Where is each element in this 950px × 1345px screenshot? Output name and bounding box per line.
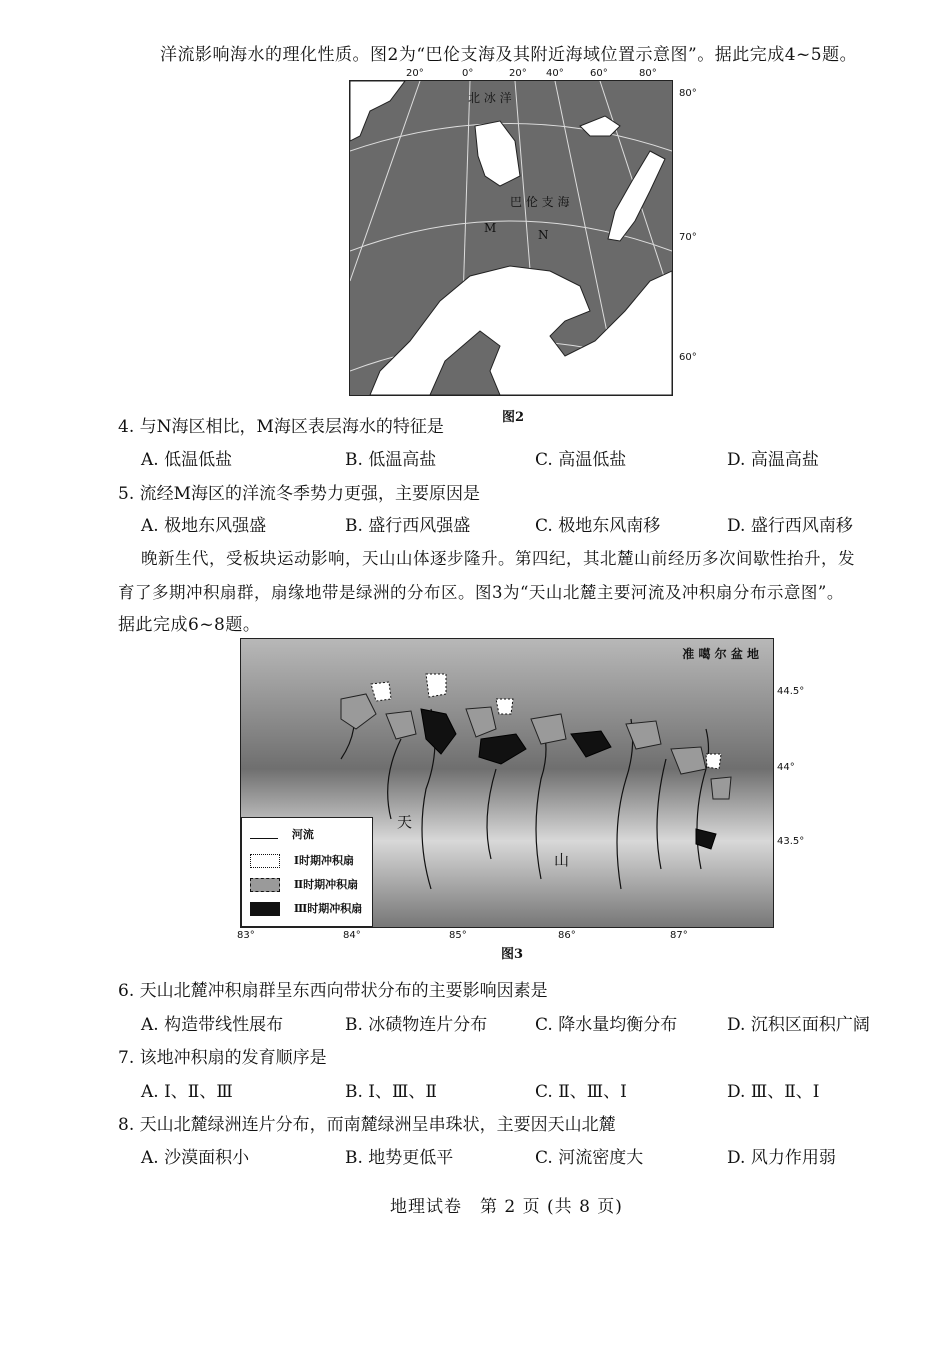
q5-option-c: C. 极地东风南移 bbox=[535, 516, 661, 536]
passage-line-2: 育了多期冲积扇群，扇缘地带是绿洲的分布区。图3为“天山北麓主要河流及冲积扇分布示意图”。 bbox=[118, 583, 844, 602]
q5-option-a: A. 极地东风强盛 bbox=[141, 516, 267, 536]
legend-period3 bbox=[250, 900, 362, 916]
period2-swatch bbox=[250, 878, 280, 892]
arctic-ocean-label: 北 冰 洋 bbox=[468, 91, 512, 105]
q5-stem: 5. 流经M海区的洋流冬季势力更强，主要原因是 bbox=[118, 484, 481, 504]
label-m: M bbox=[484, 221, 497, 235]
basin-label: 准 噶 尔 盆 地 bbox=[682, 647, 759, 661]
q6-stem: 6. 天山北麓冲积扇群呈东西向带状分布的主要影响因素是 bbox=[118, 981, 548, 1001]
fig3-caption: 图3 bbox=[501, 947, 524, 962]
legend-river-label: 河流 bbox=[291, 828, 314, 841]
q5-option-b: B. 盛行西风强盛 bbox=[345, 516, 471, 536]
q6-option-a: A. 构造带线性展布 bbox=[141, 1015, 284, 1035]
q8-option-d: D. 风力作用弱 bbox=[727, 1148, 836, 1168]
tianshan-fan-map bbox=[240, 638, 774, 928]
lon-tick: 85° bbox=[449, 930, 467, 941]
q7-option-d: D. Ⅲ、Ⅱ、Ⅰ bbox=[727, 1082, 820, 1102]
lat-tick: 44° bbox=[777, 762, 795, 773]
fig2-top-ticks bbox=[349, 68, 671, 80]
passage-line-1: 晚新生代，受板块运动影响，天山山体逐步隆升。第四纪，其北麓山前经历多次间歇性抬升，发 bbox=[141, 549, 855, 568]
q7-option-a: A. Ⅰ、Ⅱ、Ⅲ bbox=[141, 1082, 233, 1102]
lat-tick: 80° bbox=[679, 88, 697, 99]
q7-stem: 7. 该地冲积扇的发育顺序是 bbox=[118, 1048, 327, 1068]
q4-option-d: D. 高温高盐 bbox=[727, 450, 819, 470]
tick-label: 20° bbox=[406, 68, 424, 79]
fan-legend bbox=[241, 817, 373, 927]
q4-option-c: C. 高温低盐 bbox=[535, 450, 627, 470]
q7-option-b: B. Ⅰ、Ⅲ、Ⅱ bbox=[345, 1082, 437, 1102]
barents-sea-label: 巴 伦 支 海 bbox=[510, 195, 570, 209]
legend-period1-label: Ⅰ时期冲积扇 bbox=[293, 854, 354, 867]
barents-sea-map bbox=[349, 80, 673, 396]
lat-tick: 44.5° bbox=[777, 686, 805, 697]
lon-tick: 83° bbox=[237, 930, 255, 941]
q4-option-b: B. 低温高盐 bbox=[345, 450, 437, 470]
q6-option-c: C. 降水量均衡分布 bbox=[535, 1015, 678, 1035]
lat-tick: 43.5° bbox=[777, 836, 805, 847]
lat-tick: 60° bbox=[679, 352, 697, 363]
lon-tick: 86° bbox=[558, 930, 576, 941]
q8-stem: 8. 天山北麓绿洲连片分布，而南麓绿洲呈串珠状，主要因天山北麓 bbox=[118, 1115, 616, 1135]
legend-period2-label: Ⅱ时期冲积扇 bbox=[293, 878, 359, 891]
intro-text: 洋流影响海水的理化性质。图2为“巴伦支海及其附近海域位置示意图”。据此完成4~5题。 bbox=[160, 45, 858, 65]
q8-option-b: B. 地势更低平 bbox=[345, 1148, 454, 1168]
lon-tick: 87° bbox=[670, 930, 688, 941]
tick-label: 40° bbox=[546, 68, 564, 79]
tick-label: 0° bbox=[462, 68, 474, 79]
q7-option-c: C. Ⅱ、Ⅲ、Ⅰ bbox=[535, 1082, 627, 1102]
q8-option-c: C. 河流密度大 bbox=[535, 1148, 644, 1168]
map-drawing bbox=[350, 81, 672, 395]
period1-swatch bbox=[250, 854, 280, 868]
lat-tick: 70° bbox=[679, 232, 697, 243]
tick-label: 60° bbox=[590, 68, 608, 79]
legend-period3-label: Ⅲ时期冲积扇 bbox=[293, 902, 363, 915]
legend-river bbox=[250, 826, 314, 842]
legend-period2 bbox=[250, 876, 358, 892]
q4-option-a: A. 低温低盐 bbox=[141, 450, 233, 470]
period3-swatch bbox=[250, 902, 280, 916]
tick-label: 20° bbox=[509, 68, 527, 79]
tick-label: 80° bbox=[639, 68, 657, 79]
tian-label: 天 bbox=[397, 813, 413, 831]
label-n: N bbox=[538, 228, 549, 242]
passage-line-3: 据此完成6~8题。 bbox=[118, 615, 261, 635]
q6-option-d: D. 沉积区面积广阔 bbox=[727, 1015, 870, 1035]
q6-option-b: B. 冰碛物连片分布 bbox=[345, 1015, 488, 1035]
legend-period1 bbox=[250, 852, 354, 868]
fig2-caption: 图2 bbox=[502, 410, 525, 425]
q5-option-d: D. 盛行西风南移 bbox=[727, 516, 853, 536]
q8-option-a: A. 沙漠面积小 bbox=[141, 1148, 250, 1168]
river-swatch bbox=[250, 832, 278, 839]
q4-stem: 4. 与N海区相比，M海区表层海水的特征是 bbox=[118, 417, 444, 437]
shan-label: 山 bbox=[554, 851, 570, 869]
page-footer: 地理试卷 第 2 页 (共 8 页) bbox=[390, 1197, 623, 1217]
lon-tick: 84° bbox=[343, 930, 361, 941]
